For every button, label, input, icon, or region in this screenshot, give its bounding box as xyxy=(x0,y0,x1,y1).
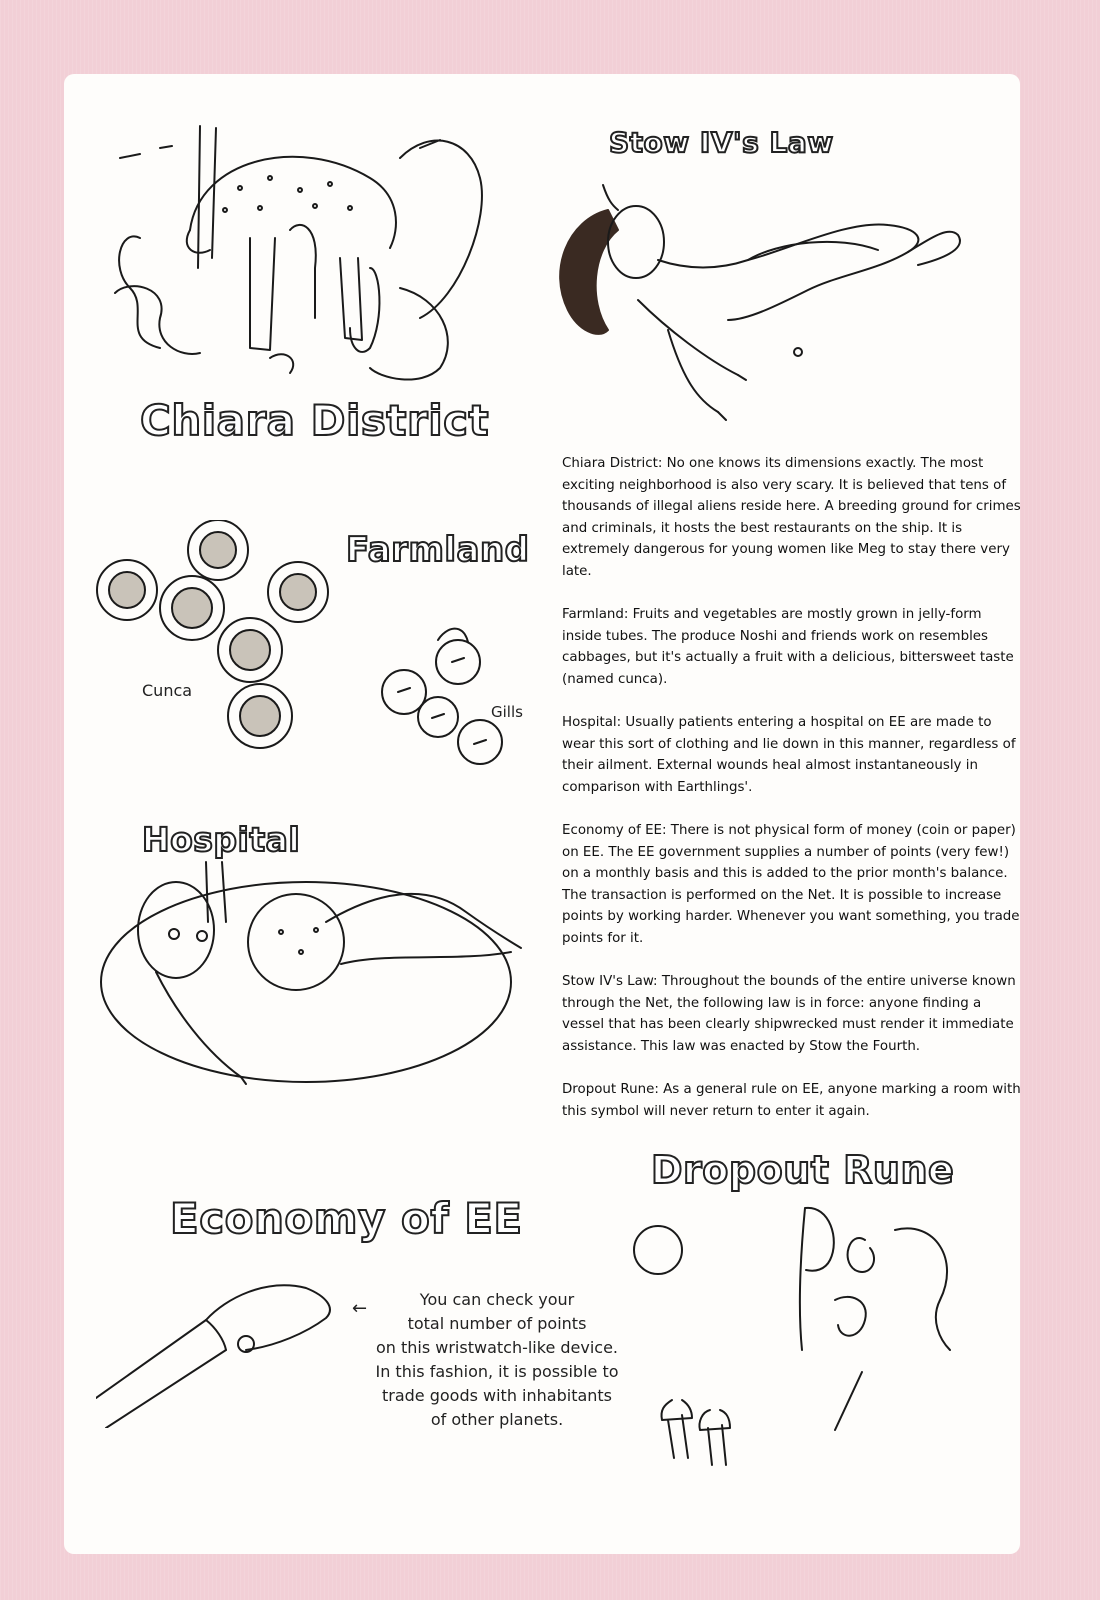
dropout-rune-title: Dropout Rune xyxy=(651,1148,955,1192)
stow-law-title: Stow IV's Law xyxy=(609,126,834,159)
dropout-rune-sketch xyxy=(630,1200,970,1490)
note-line: You can check your xyxy=(419,1290,575,1309)
farmland-title: Farmland xyxy=(346,530,530,570)
hospital-paragraph: Hospital: Usually patients entering a hospital on EE are made to wear this sort of clothing and lie down in this manner, regardless of their ailment. External wounds heal almost instantaneously in comparison with Earthlings'. xyxy=(562,715,1016,795)
chiara-district-paragraph: Chiara District: No one knows its dimensions exactly. The most exciting neighborhood is also very scary. It is believed that tens of thousands of illegal aliens reside here. A breeding ground for crimes and criminals, it hosts the best restaurants on the ship. It is extremely dangerous for young women like Meg to stay there very late. xyxy=(562,456,1021,579)
economy-title: Economy of EE xyxy=(170,1194,523,1243)
cunca-label: Cunca xyxy=(142,681,193,700)
farmland-paragraph: Farmland: Fruits and vegetables are mostly grown in jelly-form inside tubes. The produce Noshi and friends work on resembles cabbages, but it's actually a fruit with a delicious, bittersweet taste (named cunca). xyxy=(562,607,1014,687)
note-line: total number of points xyxy=(407,1314,587,1333)
wristwatch-arm-sketch xyxy=(96,1278,346,1428)
chiara-district-sketch xyxy=(100,118,500,398)
wristwatch-note xyxy=(352,1288,642,1432)
gills-label: Gills xyxy=(491,703,523,721)
note-line: of other planets. xyxy=(430,1410,564,1429)
note-line: trade goods with inhabitants xyxy=(381,1386,613,1405)
farmland-gills-sketch xyxy=(368,622,518,772)
note-line: In this fashion, it is possible to xyxy=(375,1362,619,1381)
chiara-district-title: Chiara District xyxy=(140,396,490,445)
dropout-rune-paragraph: Dropout Rune: As a general rule on EE, anyone marking a room with this symbol will never return to enter it again. xyxy=(562,1082,1021,1119)
economy-paragraph: Economy of EE: There is not physical form of money (coin or paper) on EE. The EE government supplies a number of points (very few!) on a monthly basis and this is added to the prior month's balance. The transaction is performed on the Net. It is possible to increase points by working harder. Whenever you want something, you trade points for it. xyxy=(562,823,1020,947)
note-line: on this wristwatch-like device. xyxy=(375,1338,619,1357)
stow-law-paragraph: Stow IV's Law: Throughout the bounds of the entire universe known through the Net, the following law is in force: anyone finding a vessel that has been clearly shipwrecked must render it immediate assistance. This law was enacted by Stow the Fourth. xyxy=(562,974,1016,1055)
hospital-title: Hospital xyxy=(142,820,301,859)
floating-figure-sketch xyxy=(548,180,988,430)
hospital-patient-sketch xyxy=(96,852,536,1102)
farmland-cabbage-sketch xyxy=(92,520,352,780)
note-arrow: ← xyxy=(352,1298,368,1319)
glossary-text xyxy=(562,453,1022,1144)
